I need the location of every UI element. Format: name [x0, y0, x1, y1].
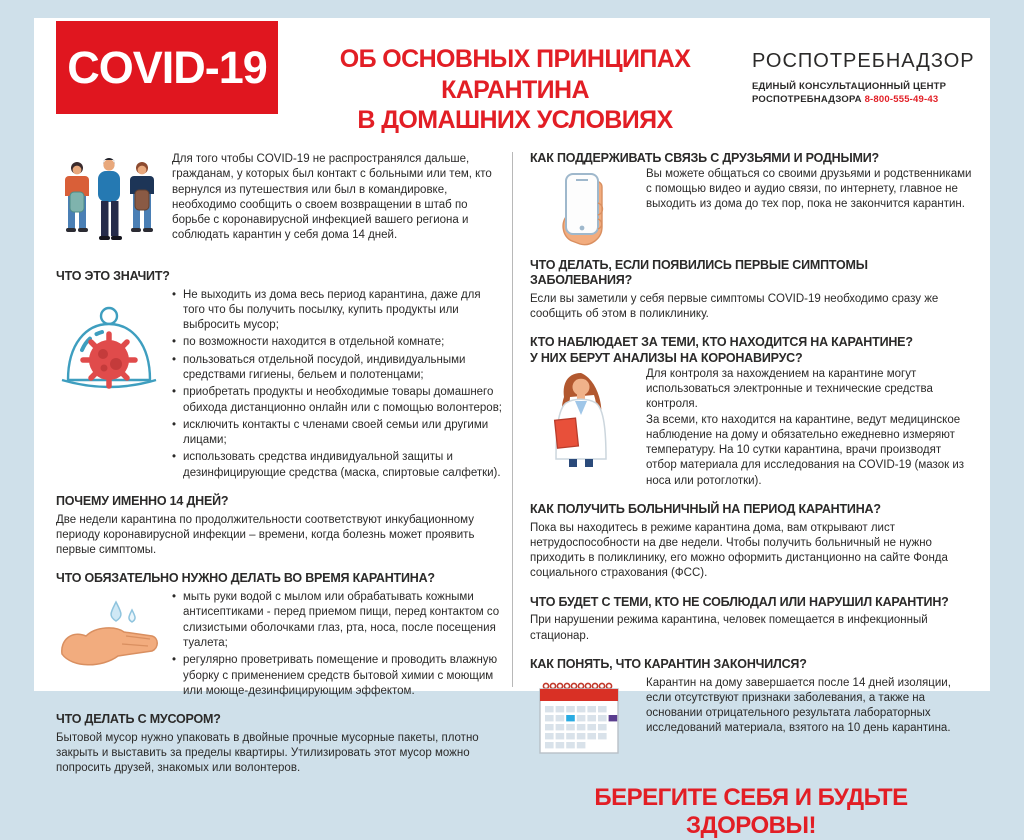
trash-text: Бытовой мусор нужно упаковать в двойные прочные мусорные пакеты, плотно закрыть и выставить за пределы квартиры. Утилизировать этот мусор можно попросить друзей, знакомых или волонтеров. — [56, 731, 479, 775]
first-symptoms-text: Если вы заметили у себя первые симптомы COVID-19 необходимо сразу же сообщить об этом в поликлинику. — [530, 292, 939, 321]
must-do-heading: ЧТО ОБЯЗАТЕЛЬНО НУЖНО ДЕЛАТЬ ВО ВРЕМЯ КАРАНТИНА? — [56, 571, 435, 586]
who-monitors-text1: Для контроля за нахождением на карантине могут использоваться электронные и технические средства контроля. — [646, 367, 933, 411]
violation-text: При нарушении режима карантина, человек помещается в инфекционный стационар. — [530, 614, 928, 642]
what-it-means-section — [56, 288, 504, 481]
list-item: • мыть руки водой с мылом или обрабатывать кожными антисептиками - перед приемом пищи, перед контактом со слизистыми оболочками глаз, рта, носа, после посещения туалета; — [172, 590, 504, 651]
slogan: БЕРЕГИТЕ СЕБЯ И БУДЬТЕ ЗДОРОВЫ! — [594, 783, 908, 839]
stay-connected-section — [530, 167, 972, 245]
list-item: • Не выходить из дома весь период карантина, даже для того что бы получить посылку, купить продукты или выбросить мусор; — [172, 288, 504, 334]
quarantine-end-heading: КАК ПОНЯТЬ, ЧТО КАРАНТИН ЗАКОНЧИЛСЯ? — [530, 656, 807, 671]
list-item: • приобретать продукты и необходимые товары домашнего обихода дистанционно онлайн или с помощью волонтеров; — [172, 385, 504, 416]
org-block — [752, 50, 975, 107]
who-monitors-section — [530, 367, 972, 489]
covid-badge: COVID-19 — [56, 21, 278, 114]
who-monitors-heading — [530, 335, 972, 366]
stay-connected-heading: КАК ПОДДЕРЖИВАТЬ СВЯЗЬ С ДРУЗЬЯМИ И РОДНЫМИ? — [530, 151, 879, 165]
list-item: • регулярно проветривать помещение и проводить влажную уборку с применением средств бытовой химии с моющим или моюще-дезинфицирующим эффектом. — [172, 653, 504, 699]
sick-leave-heading: КАК ПОЛУЧИТЬ БОЛЬНИЧНЫЙ НА ПЕРИОД КАРАНТИНА? — [530, 501, 881, 516]
page-title-line1: ОБ ОСНОВНЫХ ПРИНЦИПАХ КАРАНТИНА — [339, 45, 691, 104]
poster-sheet — [34, 18, 990, 839]
intro-text: Для того чтобы COVID-19 не распространялся дальше, гражданам, у которых был контакт с больными или тем, кто вернулся из путешествия или был в командировке, необходимо сообщить о своем возвращении в штаб по борьбе с коронавирусной инфекцией вашего региона и соблюдать карантин у себя дома 14 дней. — [172, 153, 492, 242]
page-title — [278, 44, 752, 136]
org-subtitle — [752, 80, 964, 107]
trash-heading: ЧТО ДЕЛАТЬ С МУСОРОМ? — [56, 712, 221, 727]
must-do-list — [172, 590, 504, 699]
list-item: • использовать средства индивидуальной защиты и дезинфицирующие средства (маска, спиртовые салфетки). — [172, 450, 504, 481]
first-symptoms-heading: ЧТО ДЕЛАТЬ, ЕСЛИ ПОЯВИЛИСЬ ПЕРВЫЕ СИМПТОМЫ ЗАБОЛЕВАНИЯ? — [530, 257, 868, 288]
list-item: • по возможности находится в отдельной комнате; — [172, 335, 504, 350]
calendar-icon — [536, 680, 622, 760]
travelers-illustration-icon — [56, 156, 162, 256]
phone-in-hand-icon — [542, 169, 626, 249]
org-center-line1: ЕДИНЫЙ КОНСУЛЬТАЦИОННЫЙ ЦЕНТР — [752, 81, 947, 92]
org-center-line2: РОСПОТРЕБНАДЗОРА — [752, 94, 862, 106]
must-do-section — [56, 590, 504, 699]
page-title-line2: В ДОМАШНИХ УСЛОВИЯХ — [357, 106, 673, 134]
quarantine-end-section — [530, 676, 972, 760]
violation-heading: ЧТО БУДЕТ С ТЕМИ, КТО НЕ СОБЛЮДАЛ ИЛИ НАРУШИЛ КАРАНТИН? — [530, 594, 949, 609]
intro-section — [56, 152, 504, 256]
who-monitors-heading-line2: У НИХ БЕРУТ АНАЛИЗЫ НА КОРОНАВИРУС? — [530, 351, 803, 366]
who-monitors-text2: За всеми, кто находится на карантине, ведут медицинское наблюдение на дому и обязательно ежедневно измеряют температуру. На 10 сутки карантина, врачи производят отбор материала для исследования на COVID-19 (мазок из носа или ротоглотки). — [646, 413, 965, 487]
right-column — [513, 138, 972, 840]
who-monitors-heading-line1: КТО НАБЛЮДАЕТ ЗА ТЕМИ, КТО НАХОДИТСЯ НА КАРАНТИНЕ? — [530, 335, 913, 350]
what-it-means-list — [172, 288, 504, 481]
list-item: • исключить контакты с членами своей семьи или другими лицами; — [172, 418, 504, 449]
header — [34, 18, 990, 138]
left-column — [56, 138, 504, 840]
hand-washing-icon — [56, 598, 166, 682]
list-item: • пользоваться отдельной посудой, индивидуальными средствами гигиены, бельем и полотенцами; — [172, 353, 504, 384]
why-14-text: Две недели карантина по продолжительности соответствуют инкубационному периоду коронавирусной инфекции – времени, когда болезнь может проявить первые симптомы. — [56, 513, 475, 557]
org-name: РОСПОТРЕБНАДЗОР — [752, 50, 975, 72]
quarantine-end-text: Карантин на дому завершается после 14 дней изоляции, если отсутствуют признаки заболевания, а также на основании отрицательного результата лабораторных исследований материала, взятого на 10 день карантина. — [646, 676, 951, 735]
org-phone: 8-800-555-49-43 — [864, 94, 939, 106]
doctor-illustration-icon — [536, 371, 626, 467]
content — [34, 138, 990, 840]
what-it-means-heading: ЧТО ЭТО ЗНАЧИТ? — [56, 269, 170, 283]
sick-leave-text: Пока вы находитесь в режиме карантина дома, вам открывают лист нетрудоспособности на две недели. Чтобы получить больничный не нужно приходить в поликлинику, его можно оформить дистанционно на сайте Фонда социального страхования (ФСС). — [530, 521, 948, 580]
stay-connected-text: Вы можете общаться со своими друзьями и родственниками с помощью видео и аудио связи, по интернету, главное не выходить из дома до тех пор, пока не закончится карантин. — [646, 167, 972, 211]
why-14-heading: ПОЧЕМУ ИМЕННО 14 ДНЕЙ? — [56, 494, 229, 508]
virus-under-dome-icon — [56, 304, 162, 396]
